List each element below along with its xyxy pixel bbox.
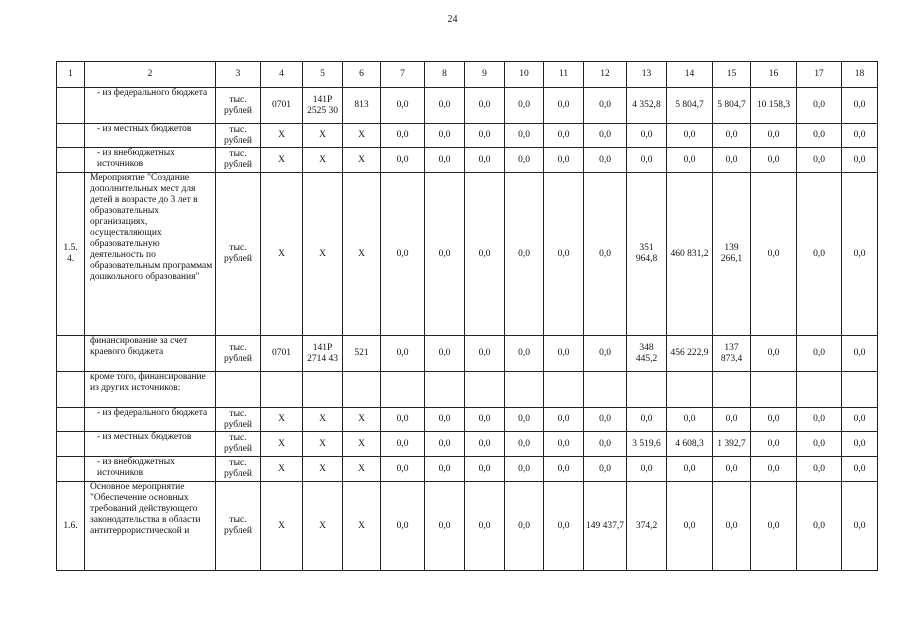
value-cell: 0,0 bbox=[713, 148, 751, 173]
header-cell: 12 bbox=[584, 62, 627, 88]
value-cell bbox=[381, 372, 425, 408]
value-cell: 5 804,7 bbox=[713, 88, 751, 124]
code-cell: X bbox=[261, 124, 303, 148]
value-cell: 0,0 bbox=[842, 124, 878, 148]
value-cell: 0,0 bbox=[544, 432, 584, 457]
value-cell: 0,0 bbox=[842, 457, 878, 482]
code-cell: X bbox=[303, 173, 343, 336]
row-description: Основное мероприятие "Обеспечение основных требований действующего законодательства в области антитеррористической и bbox=[85, 482, 216, 571]
value-cell: 0,0 bbox=[544, 408, 584, 432]
header-cell: 3 bbox=[216, 62, 261, 88]
value-cell: 0,0 bbox=[713, 408, 751, 432]
code-cell: X bbox=[343, 124, 381, 148]
row-description: - из местных бюджетов bbox=[85, 124, 216, 148]
value-cell bbox=[544, 372, 584, 408]
value-cell: 0,0 bbox=[842, 482, 878, 571]
value-cell: 0,0 bbox=[381, 408, 425, 432]
value-cell: 0,0 bbox=[842, 148, 878, 173]
code-cell: X bbox=[261, 408, 303, 432]
value-cell: 0,0 bbox=[425, 432, 465, 457]
value-cell: 0,0 bbox=[842, 173, 878, 336]
code-cell: X bbox=[303, 432, 343, 457]
value-cell: 0,0 bbox=[667, 124, 713, 148]
budget-table bbox=[56, 61, 878, 571]
value-cell: 0,0 bbox=[465, 457, 505, 482]
value-cell: 0,0 bbox=[505, 482, 544, 571]
code-cell: X bbox=[261, 432, 303, 457]
value-cell: 0,0 bbox=[797, 148, 842, 173]
value-cell: 0,0 bbox=[751, 148, 797, 173]
table-row bbox=[57, 336, 878, 372]
header-cell: 4 bbox=[261, 62, 303, 88]
value-cell: 0,0 bbox=[544, 482, 584, 571]
code-cell: 0701 bbox=[261, 88, 303, 124]
value-cell: 0,0 bbox=[667, 408, 713, 432]
value-cell: 0,0 bbox=[667, 148, 713, 173]
code-cell: X bbox=[303, 148, 343, 173]
header-cell: 16 bbox=[751, 62, 797, 88]
table-row bbox=[57, 482, 878, 571]
value-cell: 456 222,9 bbox=[667, 336, 713, 372]
header-cell: 13 bbox=[627, 62, 667, 88]
unit-cell: тыс. рублей bbox=[216, 148, 261, 173]
value-cell: 0,0 bbox=[751, 173, 797, 336]
value-cell: 0,0 bbox=[505, 336, 544, 372]
value-cell: 0,0 bbox=[465, 482, 505, 571]
table-row bbox=[57, 88, 878, 124]
value-cell: 0,0 bbox=[425, 408, 465, 432]
value-cell: 0,0 bbox=[713, 482, 751, 571]
value-cell: 0,0 bbox=[713, 124, 751, 148]
value-cell: 0,0 bbox=[544, 457, 584, 482]
value-cell: 0,0 bbox=[627, 408, 667, 432]
table-row bbox=[57, 148, 878, 173]
value-cell: 0,0 bbox=[797, 457, 842, 482]
value-cell: 0,0 bbox=[465, 408, 505, 432]
value-cell: 0,0 bbox=[584, 408, 627, 432]
value-cell: 0,0 bbox=[584, 124, 627, 148]
row-number bbox=[57, 336, 85, 372]
table-row bbox=[57, 372, 878, 408]
value-cell: 374,2 bbox=[627, 482, 667, 571]
value-cell: 0,0 bbox=[584, 432, 627, 457]
row-number bbox=[57, 457, 85, 482]
value-cell: 0,0 bbox=[381, 482, 425, 571]
value-cell bbox=[584, 372, 627, 408]
unit-cell: тыс. рублей bbox=[216, 432, 261, 457]
code-cell: 141Р 2525 30 bbox=[303, 88, 343, 124]
row-description: Мероприятие "Создание дополнительных мест для детей в возрасте до 3 лет в образовательных организациях, осуществляющих образовательную деятельность по образовательным программам дошкольного образования" bbox=[85, 173, 216, 336]
value-cell bbox=[505, 372, 544, 408]
value-cell: 0,0 bbox=[425, 124, 465, 148]
value-cell: 0,0 bbox=[381, 88, 425, 124]
code-cell: X bbox=[303, 457, 343, 482]
value-cell: 0,0 bbox=[425, 88, 465, 124]
code-cell: X bbox=[261, 482, 303, 571]
row-number bbox=[57, 124, 85, 148]
row-description: - из внебюджетных источников bbox=[85, 148, 216, 173]
value-cell: 139 266,1 bbox=[713, 173, 751, 336]
row-description: - из федерального бюджета bbox=[85, 88, 216, 124]
value-cell: 0,0 bbox=[797, 408, 842, 432]
header-cell: 14 bbox=[667, 62, 713, 88]
value-cell bbox=[751, 372, 797, 408]
value-cell: 0,0 bbox=[465, 336, 505, 372]
value-cell: 0,0 bbox=[381, 336, 425, 372]
table-row bbox=[57, 173, 878, 336]
value-cell: 0,0 bbox=[842, 336, 878, 372]
value-cell: 0,0 bbox=[381, 432, 425, 457]
value-cell: 0,0 bbox=[627, 148, 667, 173]
value-cell: 0,0 bbox=[505, 124, 544, 148]
header-cell: 17 bbox=[797, 62, 842, 88]
value-cell bbox=[667, 372, 713, 408]
header-cell: 18 bbox=[842, 62, 878, 88]
value-cell: 0,0 bbox=[627, 457, 667, 482]
code-cell: 813 bbox=[343, 88, 381, 124]
value-cell: 0,0 bbox=[584, 148, 627, 173]
value-cell: 0,0 bbox=[584, 173, 627, 336]
value-cell: 0,0 bbox=[842, 432, 878, 457]
code-cell: X bbox=[303, 408, 343, 432]
value-cell: 0,0 bbox=[797, 88, 842, 124]
value-cell: 0,0 bbox=[751, 336, 797, 372]
value-cell: 0,0 bbox=[425, 148, 465, 173]
value-cell: 0,0 bbox=[381, 457, 425, 482]
value-cell bbox=[713, 372, 751, 408]
value-cell: 0,0 bbox=[505, 148, 544, 173]
code-cell: X bbox=[261, 148, 303, 173]
row-number bbox=[57, 372, 85, 408]
value-cell: 0,0 bbox=[584, 457, 627, 482]
value-cell: 0,0 bbox=[797, 124, 842, 148]
value-cell: 0,0 bbox=[667, 482, 713, 571]
code-cell: X bbox=[343, 432, 381, 457]
value-cell: 0,0 bbox=[465, 88, 505, 124]
value-cell: 0,0 bbox=[842, 408, 878, 432]
header-cell: 7 bbox=[381, 62, 425, 88]
value-cell: 0,0 bbox=[584, 88, 627, 124]
value-cell: 0,0 bbox=[751, 457, 797, 482]
unit-cell: тыс. рублей bbox=[216, 482, 261, 571]
value-cell: 0,0 bbox=[797, 482, 842, 571]
value-cell: 0,0 bbox=[544, 124, 584, 148]
value-cell: 10 158,3 bbox=[751, 88, 797, 124]
row-number: 1.6. bbox=[57, 482, 85, 571]
code-cell: 141Р 2714 43 bbox=[303, 336, 343, 372]
value-cell: 0,0 bbox=[465, 432, 505, 457]
value-cell: 0,0 bbox=[425, 482, 465, 571]
row-description: кроме того, финансирование из других источников: bbox=[85, 372, 216, 408]
value-cell: 0,0 bbox=[797, 432, 842, 457]
code-cell: X bbox=[343, 148, 381, 173]
value-cell bbox=[425, 372, 465, 408]
row-description: - из внебюджетных источников bbox=[85, 457, 216, 482]
value-cell: 0,0 bbox=[381, 124, 425, 148]
header-cell: 5 bbox=[303, 62, 343, 88]
value-cell bbox=[842, 372, 878, 408]
value-cell: 0,0 bbox=[505, 432, 544, 457]
value-cell: 0,0 bbox=[751, 408, 797, 432]
unit-cell: тыс. рублей bbox=[216, 336, 261, 372]
value-cell: 0,0 bbox=[544, 336, 584, 372]
value-cell: 149 437,7 bbox=[584, 482, 627, 571]
unit-cell: тыс. рублей bbox=[216, 88, 261, 124]
code-cell bbox=[343, 372, 381, 408]
value-cell: 0,0 bbox=[544, 148, 584, 173]
code-cell bbox=[303, 372, 343, 408]
table-row bbox=[57, 432, 878, 457]
value-cell bbox=[797, 372, 842, 408]
value-cell: 0,0 bbox=[425, 173, 465, 336]
value-cell: 0,0 bbox=[381, 148, 425, 173]
value-cell: 460 831,2 bbox=[667, 173, 713, 336]
unit-cell: тыс. рублей bbox=[216, 124, 261, 148]
code-cell: X bbox=[303, 124, 343, 148]
table-row bbox=[57, 408, 878, 432]
value-cell bbox=[465, 372, 505, 408]
value-cell: 348 445,2 bbox=[627, 336, 667, 372]
value-cell: 0,0 bbox=[505, 457, 544, 482]
value-cell: 0,0 bbox=[797, 173, 842, 336]
header-cell: 15 bbox=[713, 62, 751, 88]
header-cell: 8 bbox=[425, 62, 465, 88]
row-number: 1.5. 4. bbox=[57, 173, 85, 336]
code-cell: X bbox=[261, 457, 303, 482]
page-number: 24 bbox=[447, 14, 458, 25]
value-cell: 4 352,8 bbox=[627, 88, 667, 124]
code-cell: X bbox=[303, 482, 343, 571]
row-number bbox=[57, 148, 85, 173]
value-cell: 0,0 bbox=[381, 173, 425, 336]
value-cell: 0,0 bbox=[544, 173, 584, 336]
header-cell: 9 bbox=[465, 62, 505, 88]
header-cell: 11 bbox=[544, 62, 584, 88]
value-cell: 0,0 bbox=[505, 88, 544, 124]
value-cell: 0,0 bbox=[505, 173, 544, 336]
value-cell: 0,0 bbox=[751, 482, 797, 571]
header-cell: 1 bbox=[57, 62, 85, 88]
row-description: финансирование за счет краевого бюджета bbox=[85, 336, 216, 372]
row-number bbox=[57, 408, 85, 432]
header-row bbox=[57, 62, 878, 88]
value-cell: 0,0 bbox=[667, 457, 713, 482]
code-cell: X bbox=[261, 173, 303, 336]
header-cell: 2 bbox=[85, 62, 216, 88]
value-cell: 0,0 bbox=[584, 336, 627, 372]
value-cell: 0,0 bbox=[713, 457, 751, 482]
value-cell: 0,0 bbox=[505, 408, 544, 432]
code-cell: X bbox=[343, 457, 381, 482]
unit-cell bbox=[216, 372, 261, 408]
value-cell: 0,0 bbox=[751, 124, 797, 148]
value-cell: 0,0 bbox=[751, 432, 797, 457]
value-cell: 351 964,8 bbox=[627, 173, 667, 336]
value-cell: 0,0 bbox=[627, 124, 667, 148]
value-cell: 0,0 bbox=[465, 173, 505, 336]
header-cell: 10 bbox=[505, 62, 544, 88]
value-cell: 1 392,7 bbox=[713, 432, 751, 457]
row-description: - из местных бюджетов bbox=[85, 432, 216, 457]
code-cell bbox=[261, 372, 303, 408]
code-cell: 0701 bbox=[261, 336, 303, 372]
value-cell: 3 519,6 bbox=[627, 432, 667, 457]
value-cell: 5 804,7 bbox=[667, 88, 713, 124]
value-cell: 137 873,4 bbox=[713, 336, 751, 372]
code-cell: X bbox=[343, 173, 381, 336]
value-cell: 0,0 bbox=[465, 124, 505, 148]
unit-cell: тыс. рублей bbox=[216, 408, 261, 432]
value-cell: 0,0 bbox=[465, 148, 505, 173]
unit-cell: тыс. рублей bbox=[216, 457, 261, 482]
row-description: - из федерального бюджета bbox=[85, 408, 216, 432]
value-cell: 4 608,3 bbox=[667, 432, 713, 457]
value-cell bbox=[627, 372, 667, 408]
row-number bbox=[57, 88, 85, 124]
row-number bbox=[57, 432, 85, 457]
value-cell: 0,0 bbox=[842, 88, 878, 124]
header-cell: 6 bbox=[343, 62, 381, 88]
table-row bbox=[57, 457, 878, 482]
unit-cell: тыс. рублей bbox=[216, 173, 261, 336]
value-cell: 0,0 bbox=[544, 88, 584, 124]
value-cell: 0,0 bbox=[425, 457, 465, 482]
code-cell: 521 bbox=[343, 336, 381, 372]
code-cell: X bbox=[343, 482, 381, 571]
code-cell: X bbox=[343, 408, 381, 432]
value-cell: 0,0 bbox=[425, 336, 465, 372]
table-row bbox=[57, 124, 878, 148]
value-cell: 0,0 bbox=[797, 336, 842, 372]
